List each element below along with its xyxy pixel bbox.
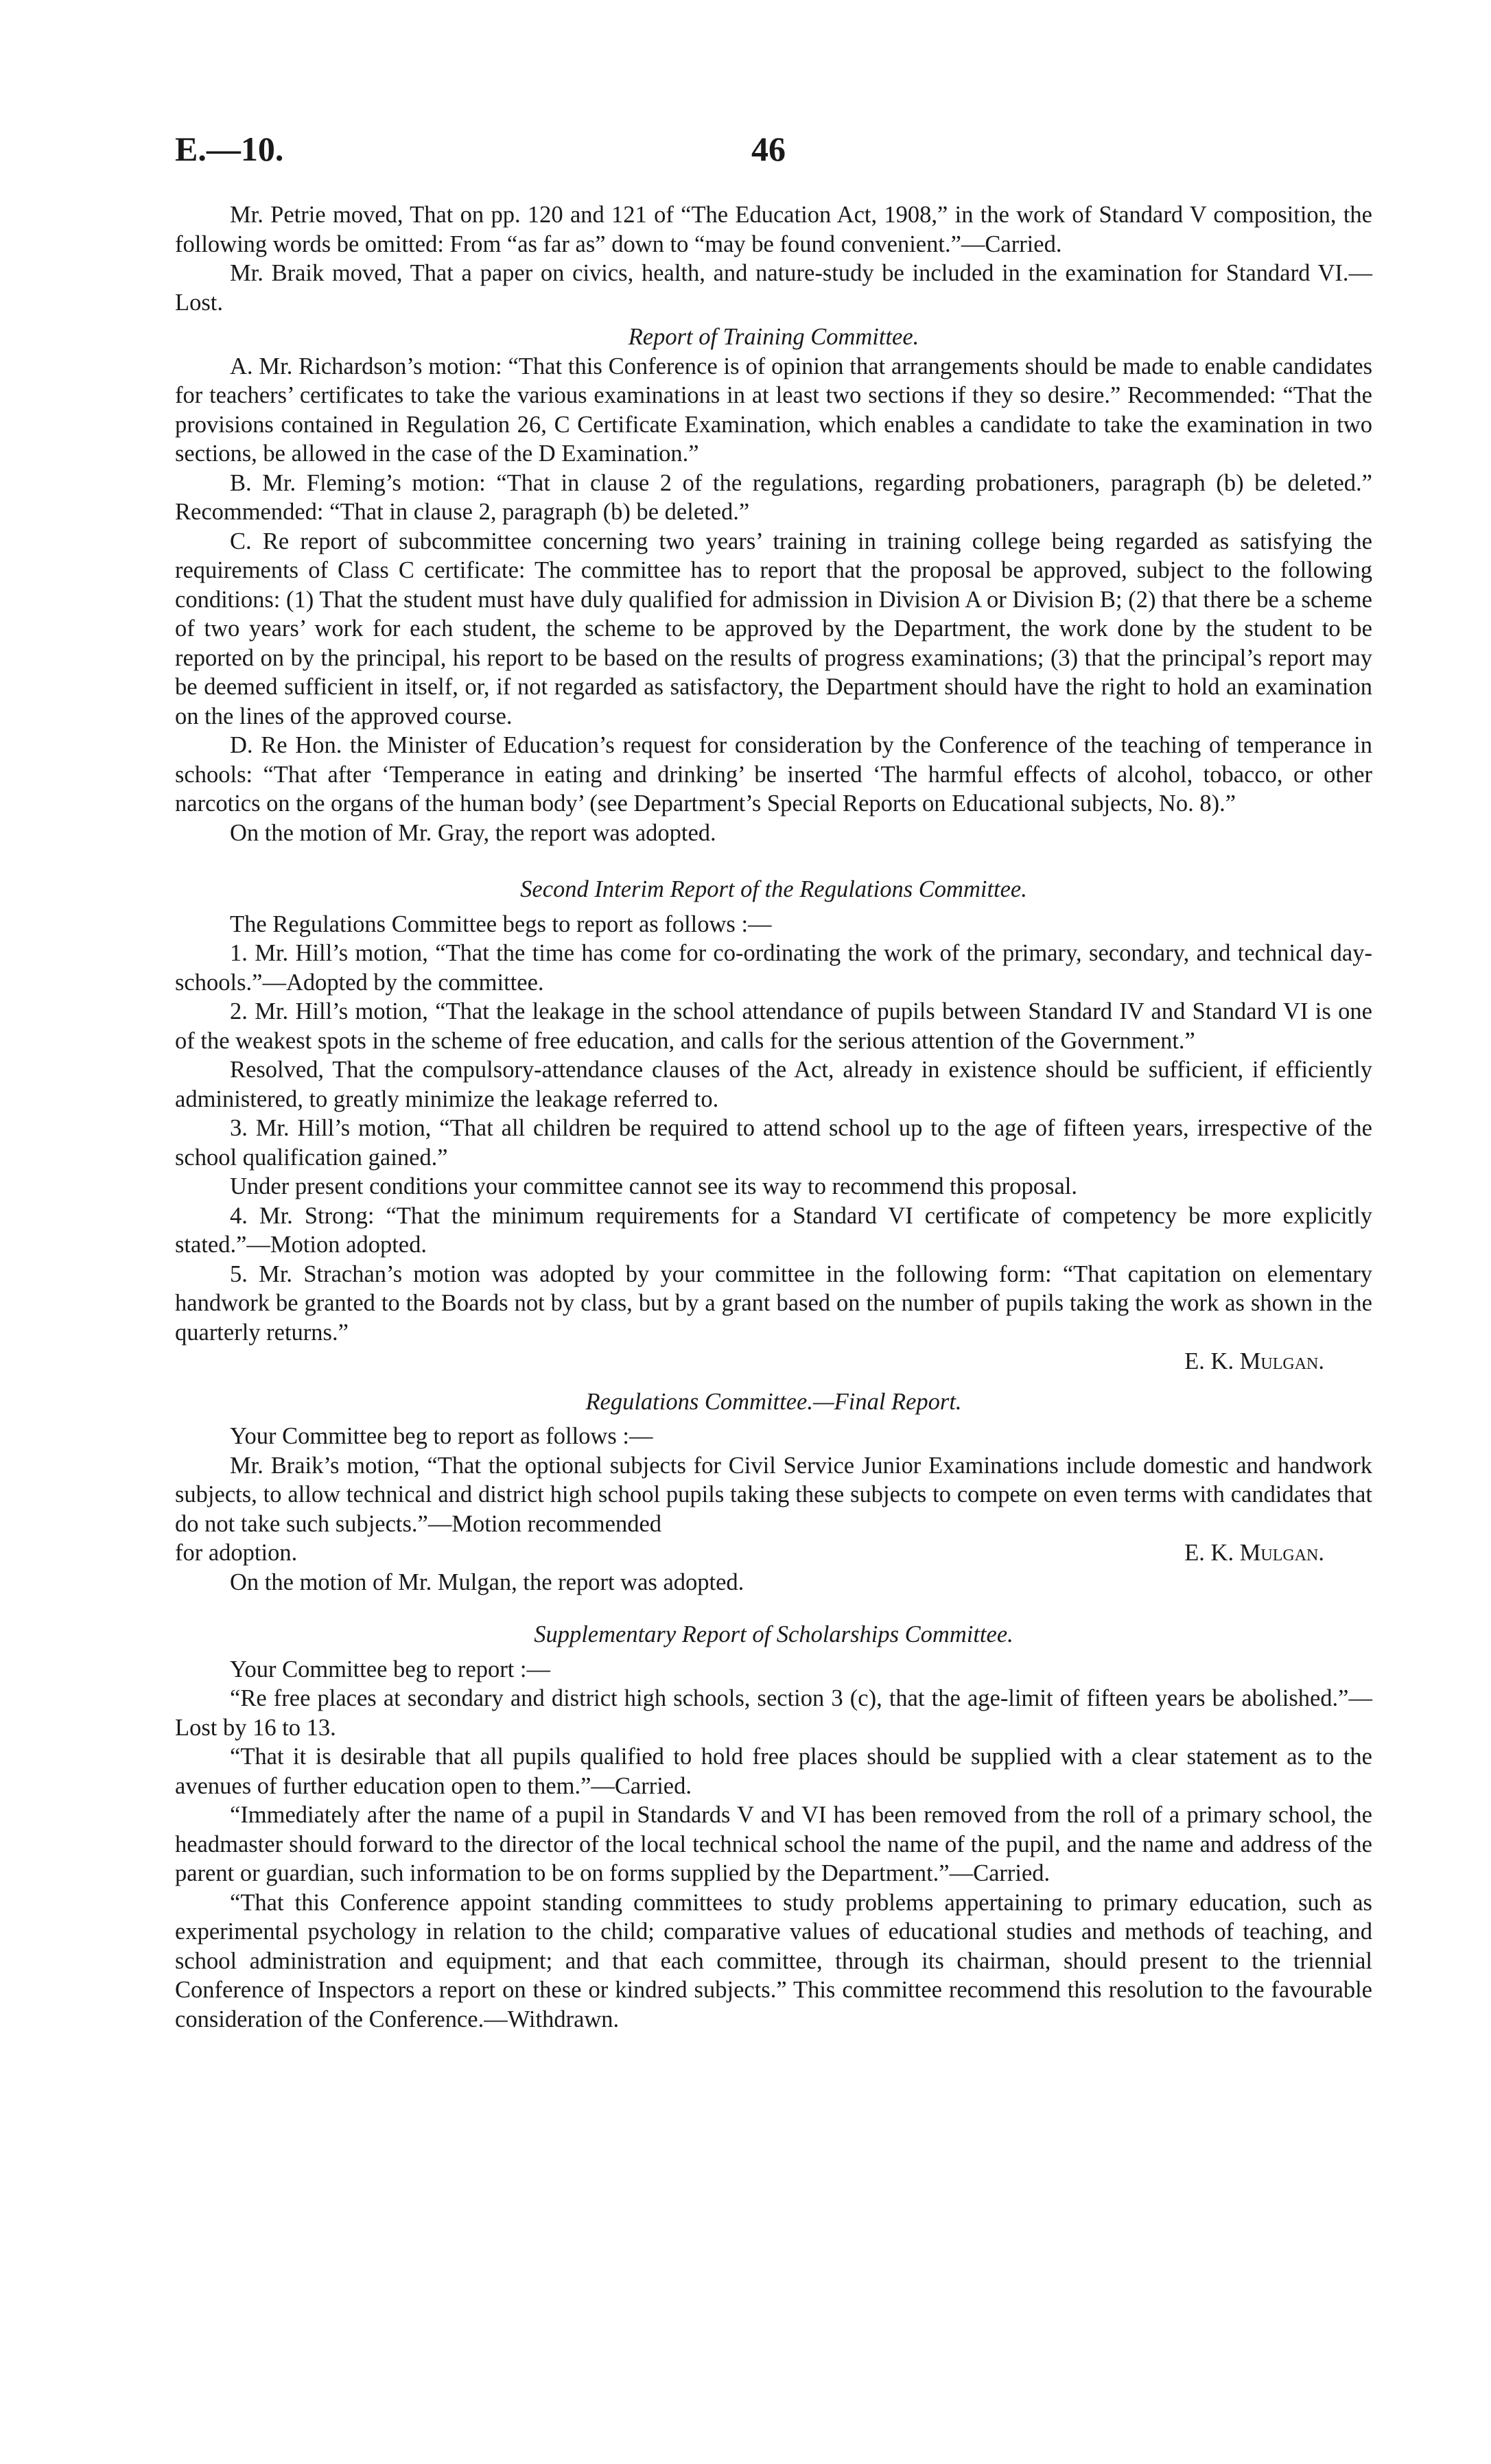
interim-report-heading: Second Interim Report of the Regulations Committee. xyxy=(520,876,1027,902)
training-item-d: D. Re Hon. the Minister of Education’s request for consideration by the Conference of the teaching of temperance in schools: “That after ‘Temperance in eating and drinking’ be inserted ‘The harmful effects of alcohol, tobacco, or other narcotics on the organs of the human body’ (see Department’s Special Reports on Educational subjects, No. 8).” xyxy=(175,732,1372,817)
page-header xyxy=(175,129,1372,177)
interim-item-3: 3. Mr. Hill’s motion, “That all children be required to attend school up to the age of fifteen years, irrespective of the school qualification gained.” xyxy=(175,1115,1372,1171)
page-body xyxy=(175,200,1372,2034)
training-report-adopted: On the motion of Mr. Gray, the report was adopted. xyxy=(230,819,716,846)
interim-item-2: 2. Mr. Hill’s motion, “That the leakage in the school attendance of pupils between Standard IV and Standard VI is one of the weakest spots in the scheme of free education, and calls for the serious attention of the Government.” xyxy=(175,998,1372,1054)
scholarships-intro: Your Committee beg to report :— xyxy=(230,1656,550,1682)
scholarships-item-4: “That this Conference appoint standing committees to study problems appertaining to primary education, such as experimental psychology in relation to the child; comparative values of educational studies and methods of teaching, and school administration and equipment; and that each committee, through its chairman, should present to the triennial Conference of Inspectors a report on these or kindred subjects.” This committee recommend this resolution to the favourable consideration of the Conference.—Withdrawn. xyxy=(175,1889,1372,2032)
page-number: 46 xyxy=(751,130,786,168)
final-braik-motion: Mr. Braik’s motion, “That the optional subjects for Civil Service Junior Examinations include domestic and handwork subjects, to allow technical and district high school pupils taking these subjects to compete on even terms with candidates that do not take such subjects.”—Motion recommended xyxy=(175,1452,1372,1537)
interim-item-4: 4. Mr. Strong: “That the minimum requirements for a Standard VI certificate of competency be more explicitly stated.”—Motion adopted. xyxy=(175,1202,1372,1258)
interim-signature: E. K. Mulgan. xyxy=(1184,1348,1324,1374)
final-braik-motion-end: for adoption. xyxy=(175,1540,298,1566)
petrie-motion: Mr. Petrie moved, That on pp. 120 and 121 of “The Education Act, 1908,” in the work of Standard V composition, the following words be omitted: From “as far as” down to “may be found convenient.”—Carried. xyxy=(175,202,1372,257)
interim-intro: The Regulations Committee begs to report as follows :— xyxy=(230,911,772,937)
training-committee-heading: Report of Training Committee. xyxy=(628,324,919,350)
training-item-a: A. Mr. Richardson’s motion: “That this Conference is of opinion that arrangements should be made to enable candidates for teachers’ certificates to take the various examinations in at least two sections if they so desire.” Recommended: “That the provisions contained in Regulation 26, C Certificate Examination, which enables a candidate to take the examination in two sections, be allowed in the case of the D Examination.” xyxy=(175,353,1372,467)
training-item-c: C. Re report of subcommittee concerning two years’ training in training college being regarded as satisfying the requirements of Class C certificate: The committee has to report that the proposal be approved, subject to the following conditions: (1) That the student must have duly qualified for admission in Division A or Division B; (2) that there be a scheme of two years’ work for each student, the scheme to be approved by the Department, the work done by the student to be reported on by the principal, his report to be based on the results of progress examinations; (3) that the principal’s report may be deemed sufficient in itself, or, if not regarded as satisfactory, the Department should have the right to hold an examination on the lines of the approved course. xyxy=(175,528,1372,729)
scholarships-item-3: “Immediately after the name of a pupil in Standards V and VI has been removed from the roll of a primary school, the headmaster should forward to the director of the local technical school the name of the pupil, and the name and address of the parent or guardian, such information to be on forms supplied by the Department.”—Carried. xyxy=(175,1802,1372,1886)
final-intro: Your Committee beg to report as follows :— xyxy=(230,1423,653,1449)
braik-motion: Mr. Braik moved, That a paper on civics, health, and nature-study be included in the examination for Standard VI.—Lost. xyxy=(175,260,1372,316)
interim-present-conditions: Under present conditions your committee cannot see its way to recommend this proposal. xyxy=(230,1173,1077,1199)
final-report-adopted: On the motion of Mr. Mulgan, the report was adopted. xyxy=(230,1569,744,1595)
interim-resolved: Resolved, That the compulsory-attendance clauses of the Act, already in existence should be sufficient, if efficiently administered, to greatly minimize the leakage referred to. xyxy=(175,1057,1372,1112)
training-item-b: B. Mr. Fleming’s motion: “That in clause 2 of the regulations, regarding probationers, paragraph (b) be deleted.” Recommended: “That in clause 2, paragraph (b) be deleted.” xyxy=(175,469,1372,525)
interim-item-1: 1. Mr. Hill’s motion, “That the time has come for co-ordinating the work of the primary, secondary, and technical day-schools.”—Adopted by the committee. xyxy=(175,940,1372,996)
interim-item-5: 5. Mr. Strachan’s motion was adopted by your committee in the following form: “That capitation on elementary handwork be granted to the Boards not by class, but by a grant based on the number of pupils taking the work as shown in the quarterly returns.” xyxy=(175,1260,1372,1346)
document-reference: E.—10. xyxy=(175,130,284,168)
scholarships-item-2: “That it is desirable that all pupils qualified to hold free places should be supplied with a clear statement as to the avenues of further education open to them.”—Carried. xyxy=(175,1744,1372,1799)
final-signature: E. K. Mulgan. xyxy=(1184,1540,1324,1566)
scholarships-item-1: “Re free places at secondary and district high schools, section 3 (c), that the age-limit of fifteen years be abolished.”—Lost by 16 to 13. xyxy=(175,1685,1372,1741)
final-report-heading: Regulations Committee.—Final Report. xyxy=(585,1388,962,1415)
scholarships-heading: Supplementary Report of Scholarships Committee. xyxy=(534,1621,1013,1647)
final-adoption-line xyxy=(175,1538,1372,1568)
